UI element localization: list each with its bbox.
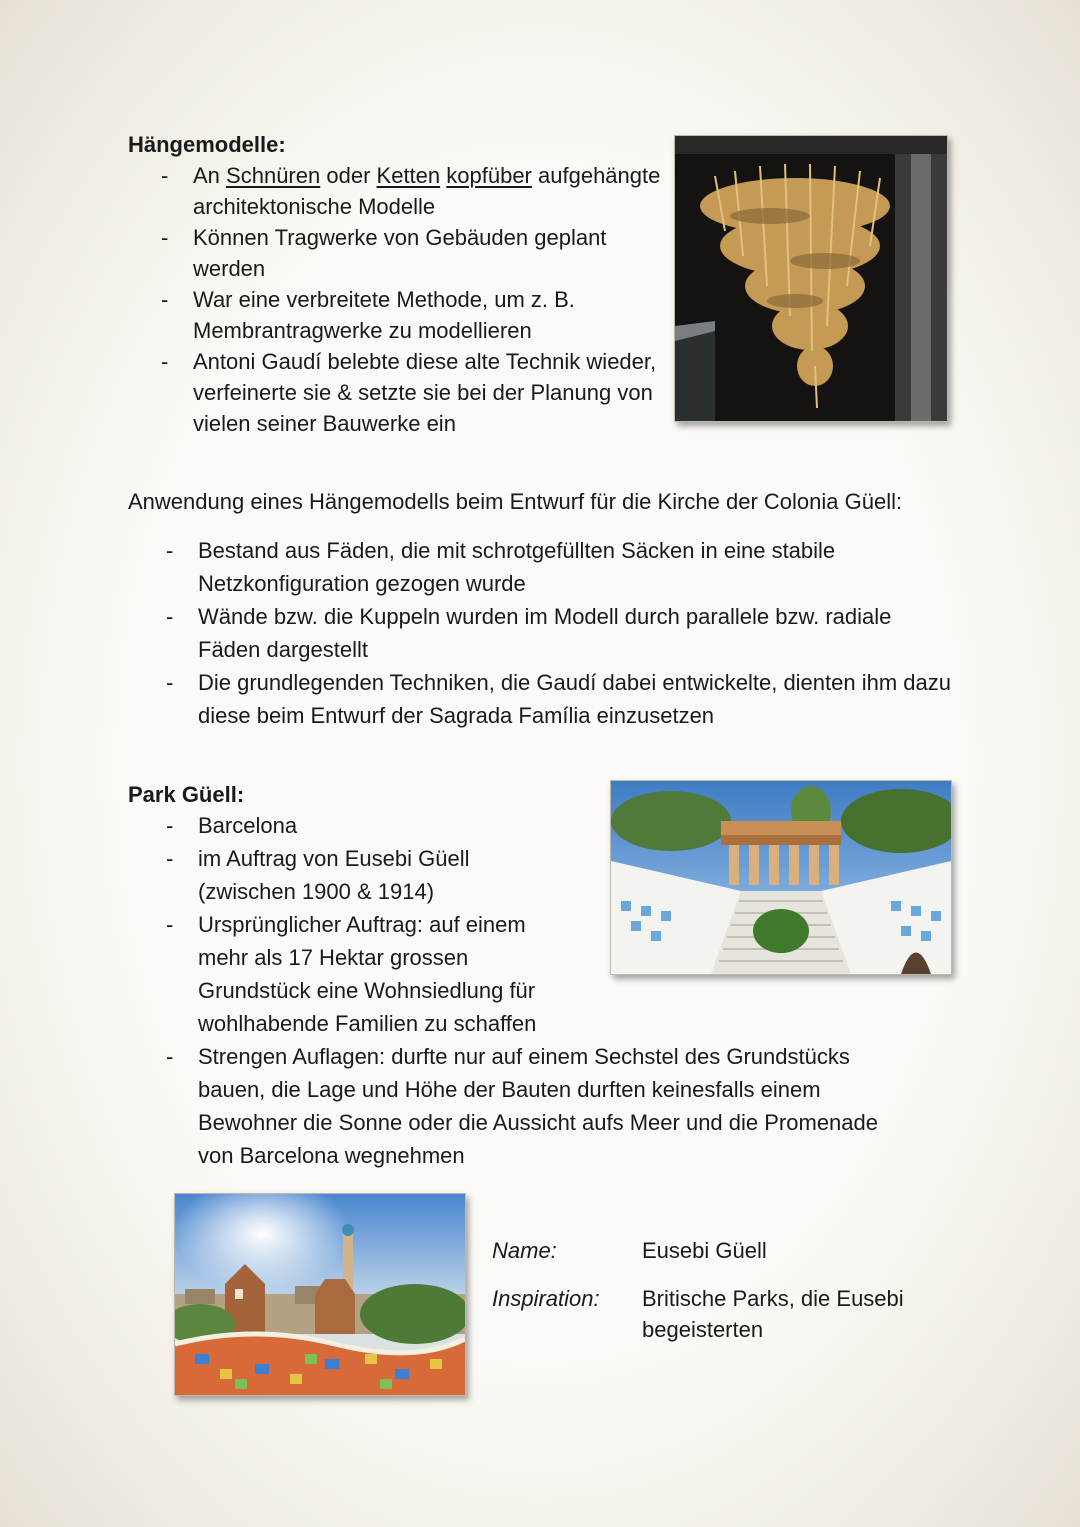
- list-item: - Barcelona: [128, 809, 918, 842]
- colonia-intro: Anwendung eines Hängemodells beim Entwurf für die Kirche der Colonia Güell:: [128, 489, 903, 514]
- haengemodelle-list: [128, 160, 663, 439]
- name-value: Eusebi Güell: [642, 1238, 767, 1263]
- list-item: - An Schnüren oder Ketten kopfüber aufgehängte architektonische Modelle: [128, 160, 663, 222]
- list-item: - Strengen Auflagen: durfte nur auf einem Sechstel des Grundstücks bauen, die Lage und Höhe der Bauten durften keinesfalls einem Bewohner die Sonne oder die Aussicht aufs Meer und die Promenade von Barcelona wegnehmen: [128, 1040, 918, 1172]
- list-item: - Können Tragwerke von Gebäuden geplant werden: [128, 222, 663, 284]
- list-item: - War eine verbreitete Methode, um z. B. Membrantragwerke zu modellieren: [128, 284, 663, 346]
- name-label: Name:: [492, 1238, 557, 1263]
- inspiration-label: Inspiration:: [492, 1286, 600, 1311]
- list-item: - Wände bzw. die Kuppeln wurden im Modell durch parallele bzw. radiale Fäden dargestellt: [128, 600, 958, 666]
- hanging-model-photo: [674, 135, 948, 422]
- park-gueell-stairs-photo: [610, 780, 952, 975]
- list-item: - im Auftrag von Eusebi Güell (zwischen 1900 & 1914): [128, 842, 558, 908]
- list-item: - Die grundlegenden Techniken, die Gaudí dabei entwickelte, dienten ihm dazu diese beim Entwurf der Sagrada Família einzusetzen: [128, 666, 958, 732]
- list-item: - Ursprünglicher Auftrag: auf einem mehr als 17 Hektar grossen Grundstück eine Wohnsiedlung für wohlhabende Familien zu schaffen: [128, 908, 568, 1040]
- inspiration-value: Britische Parks, die Eusebi begeisterten: [642, 1286, 904, 1342]
- section-heading-haengemodelle: Hängemodelle:: [128, 132, 286, 157]
- list-item: - Antoni Gaudí belebte diese alte Technik wieder, verfeinerte sie & setzte sie bei der Planung von vielen seiner Bauwerke ein: [128, 346, 663, 439]
- section-heading-park-gueell: Park Güell:: [128, 782, 245, 807]
- colonia-list: [128, 534, 958, 732]
- park-gueell-panorama-photo: [174, 1193, 466, 1396]
- list-item: - Bestand aus Fäden, die mit schrotgefüllten Säcken in eine stabile Netzkonfiguration gezogen wurde: [128, 534, 958, 600]
